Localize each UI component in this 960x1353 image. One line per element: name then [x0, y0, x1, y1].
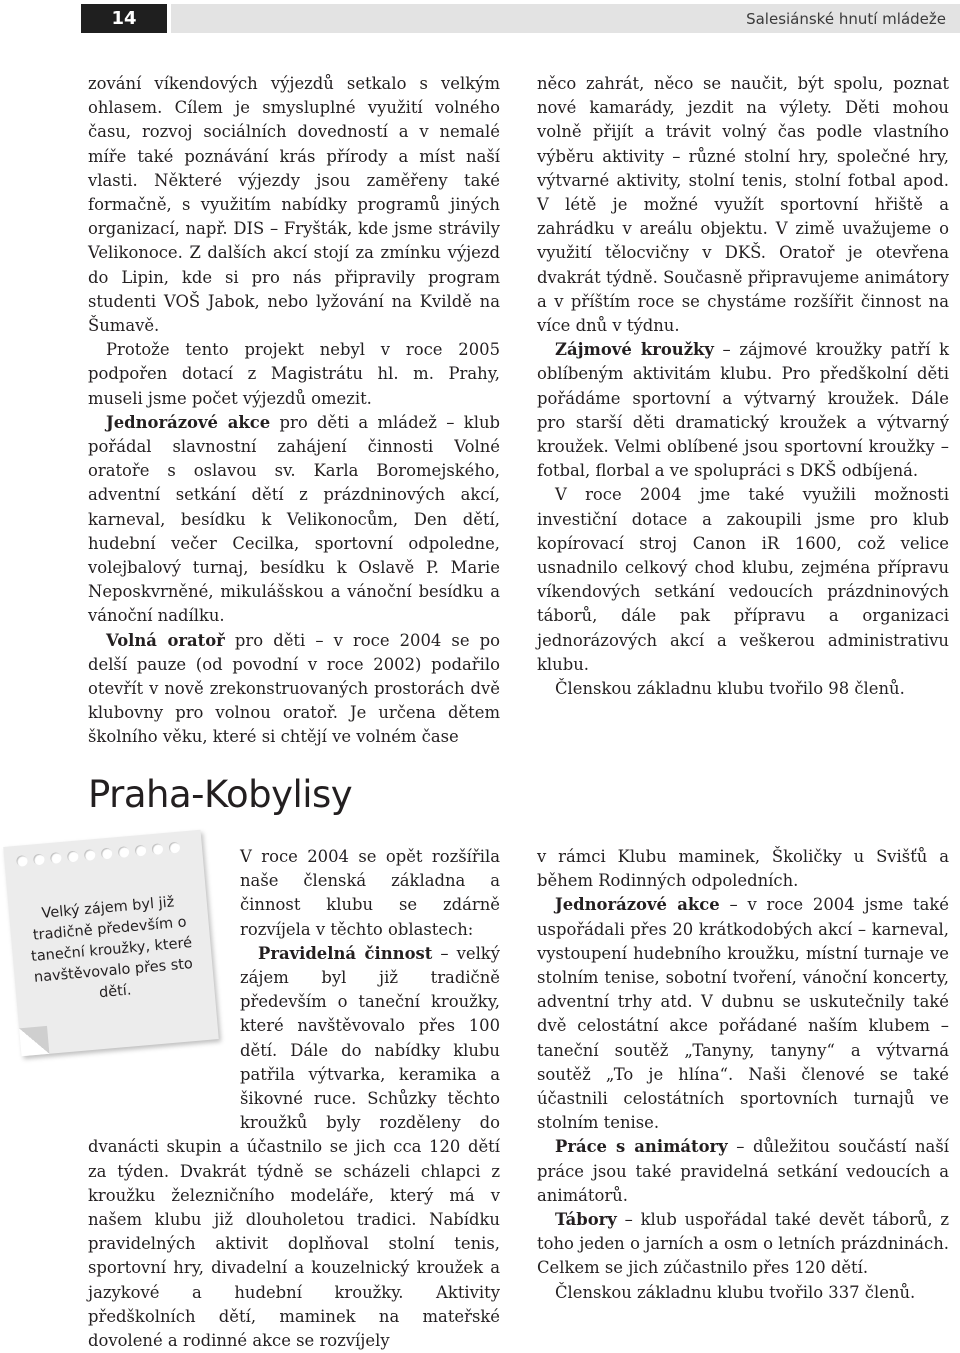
paragraph: Pravidelná činnost – velký zájem byl již tradičně především o taneční kroužky, které navštěvovalo přes 100 dětí. Dále do nabídky klubu patřila výtvarka, keramika a šikovné ruce. Schůzky těchto kroužků byly rozděleny do dvanácti skupin a účastnilo se jich cca 120 dětí za týden. Dvakrát týdně se scházeli chlapci z kroužku železničního modeláře, který má v našem klubu již dlouholetou tradici. Nabídku pravidelných aktivit doplňoval stolní tenis, sportovní hry, divadelní a kouzelnický kroužek a jazykové a hudební kroužky. Aktivity předškolních dětí, maminek na mateřské dovolené a rodinné akce se rozvíjely — [88, 943, 500, 1351]
paragraph: Jednorázové akce – v roce 2004 jsme také uspořádali přes 20 krátkodobých akcí – karneval, vystoupení hudebního kroužku, místní turnaje ve stolním tenise, sobotní tvoření, vánoční koncerty, adventní trhy atd. V dubnu se uskutečnily také dvě celostátní akce pořádané naším klubem – taneční soutěž „Tanyny, tanyny“ a výtvarná soutěž „To je hlína“. Naši členové se také účastnili celostátních sportovních turnajů ve stolním tenise. — [537, 895, 949, 1133]
top-right-column — [537, 72, 949, 701]
paragraph: Jednorázové akce pro děti a mládež – klub pořádal slavnostní zahájení činnosti Volné oratoře s oslavou sv. Karla Boromejského, adventní setkání dětí z prázdninových akcí, karneval, besídku k Velikonocům, Den dětí, hudební večer Cecilka, sportovní odpoledne, volejbalový turnaj, besídku k Oslavě P. Marie Neposkvrněné, mikulášskou a vánoční besídku a vánoční nadílku. — [88, 412, 500, 626]
note-text: Velký zájem byl již tradičně především o taneční kroužky, které navštěvovalo přes sto dětí. — [30, 894, 194, 1002]
page-number: 14 — [81, 4, 167, 33]
paragraph: Protože tento projekt nebyl v roce 2005 podpořen dotací z Magistrátu hl. m. Prahy, museli jsme počet výjezdů omezit. — [88, 340, 500, 408]
note-fold — [19, 1026, 49, 1056]
bottom-left-column — [88, 845, 500, 1353]
paragraph-heading: Jednorázové akce — [555, 895, 720, 915]
paragraph: v rámci Klubu maminek, Školičky u Svišťů a během Rodinných odpoledních. — [537, 847, 949, 891]
paragraph: něco zahrát, něco se naučit, být spolu, poznat nové kamarády, jezdit na výlety. Děti mohou volně přijít a trávit volný čas podle vlastního výběru aktivity – různé stolní hry, společné hry, výtvarné aktivity, stolní tenis, stolní fotbal apod. V létě je možné využít sportovní hřiště a zahrádku v areálu objektu. V zimě uvažujeme o využití tělocvičny v DKŠ. Oratoř je otevřena dvakrát týdně. Současně připravujeme animátory a v příštím roce se chystáme rozšířit činnost na více dnů v týdnu. — [537, 74, 949, 336]
paragraph-heading: Pravidelná činnost — [258, 943, 433, 963]
paragraph-heading: Jednorázové akce — [106, 412, 271, 432]
paragraph: Členskou základnu klubu tvořilo 98 členů. — [555, 679, 905, 699]
paragraph: Tábory – klub uspořádal také devět táborů, z toho jeden o jarních a osm o letních prázdninách. Celkem se jich zúčastnilo přes 120 dětí. — [537, 1210, 949, 1278]
paragraph-heading: Práce s animátory — [555, 1137, 728, 1157]
paragraph: Práce s animátory – důležitou součástí naší práce jsou také pravidelná setkání vedoucích a animátorů. — [537, 1137, 949, 1205]
paragraph: V roce 2004 jme také využili možnosti investiční dotace a zakoupili jsme pro klub kopírovací stroj Canon iR 1600, což velice usnadnilo celkový chod klubu, zejména přípravu víkendových setkání vedoucích prázdninových táborů, dále pak přípravu a organizaci jednorázových akcí a veškerou administrativu klubu. — [537, 485, 949, 674]
paragraph: Volná oratoř pro děti – v roce 2004 se po delší pauze (od povodní v roce 2002) podařilo otevřít v nově zrekonstruovaných prostorách dvě klubovny pro volnou oratoř. Je určena dětem školního věku, které si chtějí ve volném čase — [88, 630, 500, 747]
paragraph-heading: Volná oratoř — [106, 630, 225, 650]
paragraph-heading: Zájmové kroužky — [555, 340, 714, 360]
paragraph: Zájmové kroužky – zájmové kroužky patří k oblíbeným aktivitám klubu. Pro předškolní děti pořádáme sportovní a výtvarný kroužek. Dále pro starší děti dramatický kroužek a výtvarný kroužek. Velmi oblíbené jsou sportovní kroužky – fotbal, florbal a ve spolupráci s DKŠ odbíjená. — [537, 340, 949, 481]
bottom-right-column — [537, 845, 949, 1305]
paragraph: Členskou základnu klubu tvořilo 337 členů. — [555, 1282, 916, 1302]
paragraph: V roce 2004 se opět rozšířila naše členská základna a činnost klubu se zdárně rozvíjela v těchto oblastech: — [240, 847, 500, 939]
section-title: Praha-Kobylisy — [88, 773, 353, 816]
float-spacer — [88, 845, 240, 1113]
header-section-title: Salesiánské hnutí mládeže — [746, 9, 946, 28]
paragraph-heading: Tábory — [555, 1210, 617, 1230]
top-left-column — [88, 72, 500, 750]
paragraph: zování víkendových výjezdů setkalo s velkým ohlasem. Cílem je smysluplné využití volného času, rozvoj sociálních dovedností a v nemalé míře také poznávání krás přírody a míst naší vlasti. Některé výjezdy jsou zaměřeny také formačně, s využitím nabídky programů jiných organizací, např. DIS – Fryšták, kde jsme strávily Velikonoce. Z dalších akcí stojí za zmínku výjezd do Lipin, kde si pro nás připravily program studenti VOŠ Jabok, nebo lyžování na Kvildě na Šumavě. — [88, 74, 500, 336]
